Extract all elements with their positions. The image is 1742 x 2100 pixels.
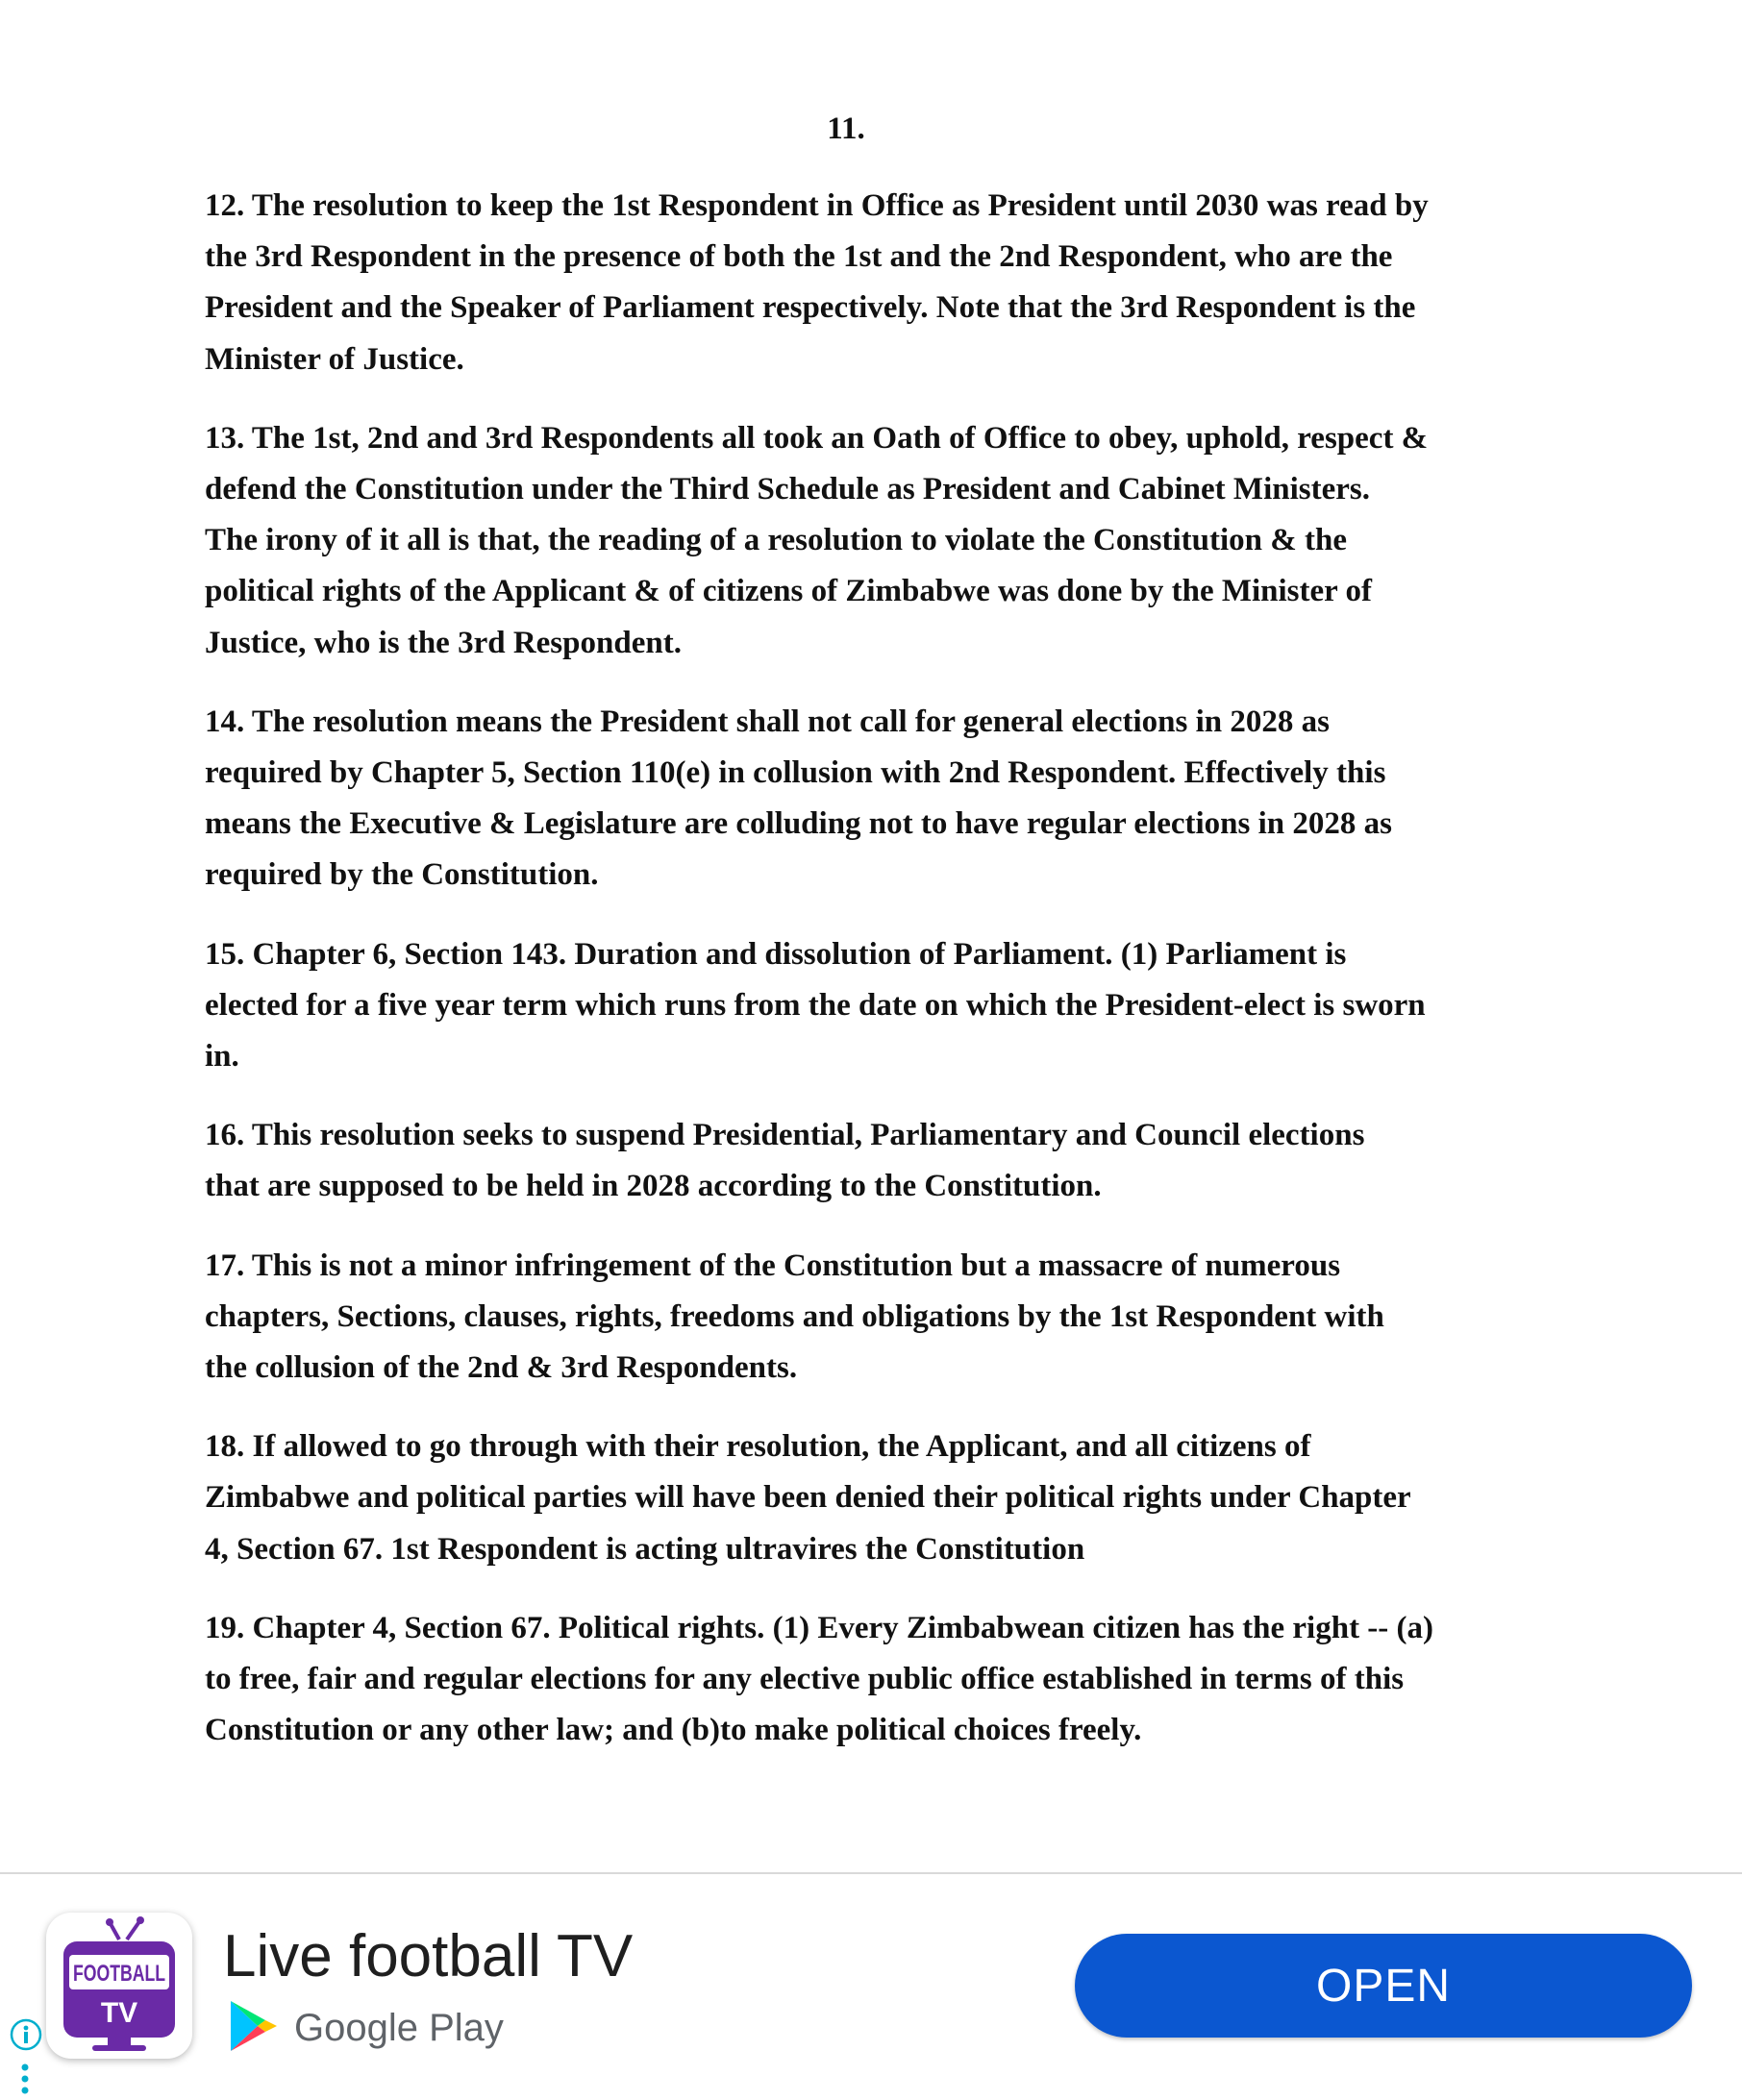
paragraph-14: 14. The resolution means the President shall not call for general elections in 2028 as required by Chapter 5, Section 110(e) in collusion with 2nd Respondent. Effectively this means the Executive & Legislature are colluding not to have regular elections in 2028 as required by the Constitution.: [205, 704, 1392, 893]
google-play-icon: [227, 1999, 279, 2058]
paragraph-18: 18. If allowed to go through with their resolution, the Applicant, and all citizens of Zimbabwe and political parties will have been denied their political rights under Chapter 4, Section 67. 1st Respondent is acting ultravires the Constitution: [205, 1429, 1411, 1567]
more-options-icon[interactable]: [13, 2063, 37, 2095]
ad-banner[interactable]: [0, 1872, 1742, 2093]
app-icon-text-top: FOOTBALL: [73, 1961, 165, 1987]
open-button[interactable]: OPEN: [1075, 1934, 1692, 2038]
paragraph-16: 16. This resolution seeks to suspend Presidential, Parliamentary and Council elections that are supposed to be held in 2028 according to the Constitution.: [205, 1118, 1365, 1204]
google-play-badge[interactable]: [227, 2001, 504, 2055]
app-icon-text-bottom: TV: [100, 1997, 138, 2029]
paragraph-12: 12. The resolution to keep the 1st Respondent in Office as President until 2030 was read by the 3rd Respondent in the presence of both the 1st and the 2nd Respondent, who are the President and the Speaker of Parliament respectively. Note that the 3rd Respondent is the Minister of Justice.: [205, 188, 1429, 377]
paragraph-19: 19. Chapter 4, Section 67. Political rights. (1) Every Zimbabwean citizen has the right -- (a) to free, fair and regular elections for any elective public office established in terms of this Constitution or any other law; and (b)to make political choices freely.: [205, 1610, 1434, 1748]
app-icon[interactable]: [46, 1913, 192, 2059]
paragraph-17: 17. This is not a minor infringement of the Constitution but a massacre of numerous chapters, Sections, clauses, rights, freedoms and obligations by the 1st Respondent with the collusion of the 2nd & 3rd Respondents.: [205, 1248, 1384, 1386]
info-icon[interactable]: [10, 2018, 42, 2051]
page-number: 11.: [827, 111, 865, 146]
paragraph-13: 13. The 1st, 2nd and 3rd Respondents all took an Oath of Office to obey, uphold, respect & defend the Constitution under the Third Schedule as President and Cabinet Ministers. The irony of it all is that, the reading of a resolution to violate the Constitution & the political rights of the Applicant & of citizens of Zimbabwe was done by the Minister of Justice, who is the 3rd Respondent.: [205, 420, 1429, 660]
ad-title[interactable]: Live football TV: [223, 1923, 634, 1989]
document-body: [205, 181, 1551, 1784]
paragraph-15: 15. Chapter 6, Section 143. Duration and dissolution of Parliament. (1) Parliament is elected for a five year term which runs from the date on which the President-elect is sworn in.: [205, 936, 1426, 1075]
google-play-label: Google Play: [294, 2006, 504, 2049]
